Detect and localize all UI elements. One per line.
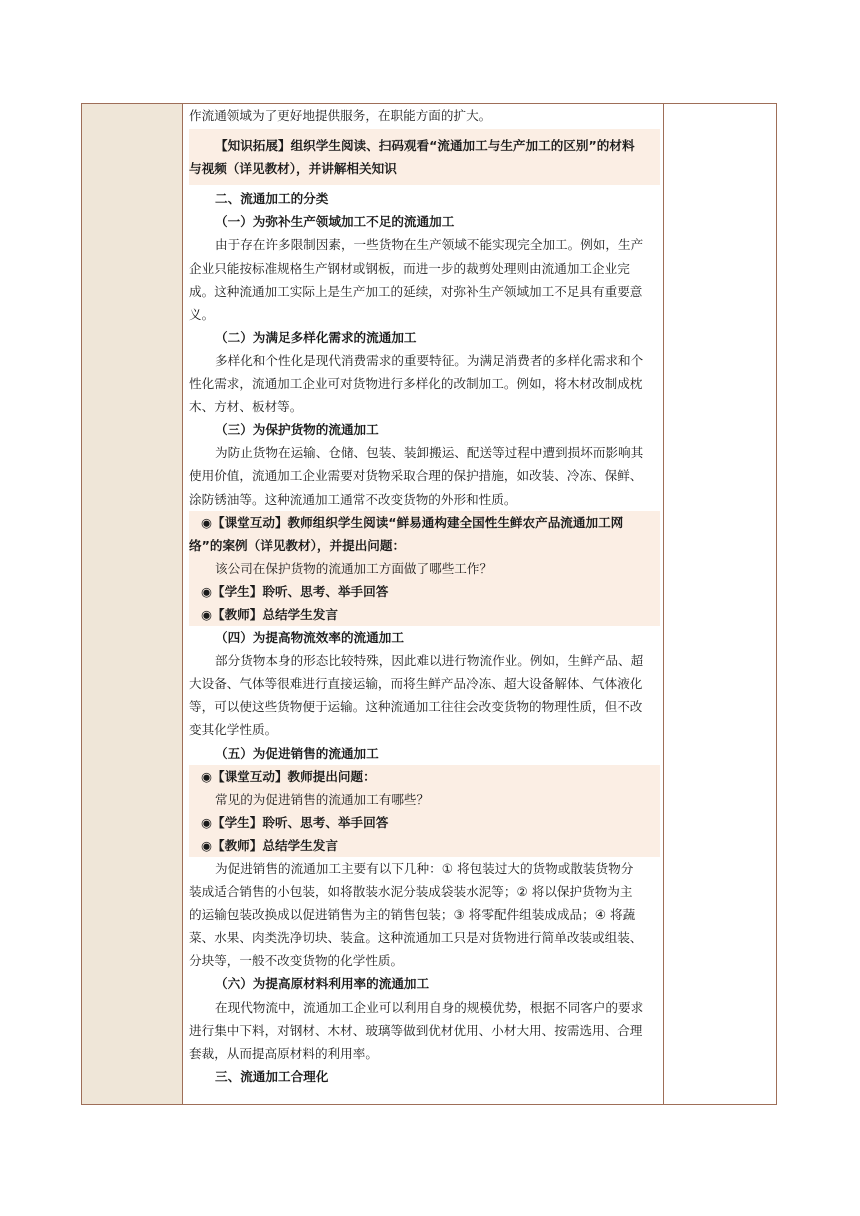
text-line: 【知识拓展】组织学生阅读、扫码观看“流通加工与生产加工的区别”的材料 — [215, 138, 635, 154]
text-line: ◉【学生】聆听、思考、举手回答 — [201, 814, 389, 830]
text-line: 大设备、气体等很难进行直接运输，而将生鲜产品冷冻、超大设备解体、气体液化 — [189, 676, 643, 692]
subsection-heading: （三）为保护货物的流通加工 — [215, 422, 379, 438]
text-line: ◉【课堂互动】教师组织学生阅读“鲜易通构建全国性生鲜农产品流通加工网 — [201, 514, 624, 530]
left-column — [82, 104, 183, 1104]
classroom-interaction-block — [189, 511, 660, 626]
subsection-heading: （五）为促进销售的流通加工 — [215, 745, 379, 761]
subsection-heading: （四）为提高物流效率的流通加工 — [215, 630, 404, 646]
text-line: ◉【学生】聆听、思考、举手回答 — [201, 583, 389, 599]
section-heading: 三、流通加工合理化 — [215, 1068, 329, 1084]
text-line: 常见的为促进销售的流通加工有哪些？ — [215, 791, 430, 807]
text-line: 装成适合销售的小包装，如将散装水泥分装成袋装水泥等；② 将以保护货物为主 — [189, 884, 633, 900]
text-line: 成。这种流通加工实际上是生产加工的延续，对弥补生产领域加工不足具有重要意 — [189, 283, 643, 299]
right-column — [663, 104, 776, 1104]
text-line: 多样化和个性化是现代消费需求的重要特征。为满足消费者的多样化需求和个 — [215, 352, 644, 368]
classroom-interaction-block — [189, 765, 660, 857]
subsection-heading: （二）为满足多样化需求的流通加工 — [215, 329, 417, 345]
text-line: 涂防锈油等。这种流通加工通常不改变货物的外形和性质。 — [189, 491, 517, 507]
text-line: 菜、水果、肉类洗净切块、装盒。这种流通加工只是对货物进行简单改装或组装、 — [189, 930, 643, 946]
text-line: 与视频（详见教材），并讲解相关知识 — [189, 161, 397, 177]
text-line: 性化需求，流通加工企业可对货物进行多样化的改制加工。例如，将木材改制成枕 — [189, 376, 643, 392]
text-line: 使用价值，流通加工企业需要对货物采取合理的保护措施，如改装、冷冻、保鲜、 — [189, 468, 643, 484]
text-line: ◉【课堂互动】教师提出问题： — [201, 768, 376, 784]
text-line: 木、方材、板材等。 — [189, 399, 303, 415]
text-line: 作流通领域为了更好地提供服务，在职能方面的扩大。 — [189, 108, 492, 123]
text-line: 为促进销售的流通加工主要有以下几种：① 将包装过大的货物或散装货物分 — [215, 861, 634, 876]
text-line: 等，可以使这些货物便于运输。这种流通加工往往会改变货物的物理性质，但不改 — [189, 699, 643, 715]
text-line: 套裁，从而提高原材料的利用率。 — [189, 1045, 378, 1061]
section-heading: 二、流通加工的分类 — [215, 191, 329, 207]
text-line: 为防止货物在运输、仓储、包装、装卸搬运、配送等过程中遭到损坏而影响其 — [215, 445, 644, 461]
text-line: 企业只能按标准规格生产钢材或钢板，而进一步的裁剪处理则由流通加工企业完 — [189, 260, 630, 276]
text-line: 由于存在许多限制因素，一些货物在生产领域不能实现完全加工。例如，生产 — [215, 237, 644, 253]
text-line: 分块等，一般不改变货物的化学性质。 — [189, 953, 404, 969]
text-line: 的运输包装改换成以促进销售为主的销售包装；③ 将零配件组装成成品；④ 将蔬 — [189, 907, 636, 923]
subsection-heading: （一）为弥补生产领域加工不足的流通加工 — [215, 214, 455, 230]
text-line: 进行集中下料，对钢材、木材、玻璃等做到优材优用、小材大用、按需选用、合理 — [189, 1022, 643, 1038]
content-column — [183, 104, 664, 1104]
text-line: 在现代物流中，流通加工企业可以利用自身的规模优势，根据不同客户的要求 — [215, 999, 644, 1015]
text-line: ◉【教师】总结学生发言 — [201, 837, 338, 853]
text-line: 义。 — [189, 306, 215, 322]
subsection-heading: （六）为提高原材料利用率的流通加工 — [215, 976, 430, 992]
lesson-table — [81, 103, 777, 1105]
text-line: 络”的案例（详见教材），并提出问题： — [189, 537, 406, 553]
text-line: 变其化学性质。 — [189, 722, 278, 738]
text-line: 该公司在保护货物的流通加工方面做了哪些工作？ — [215, 560, 493, 576]
text-line: ◉【教师】总结学生发言 — [201, 606, 338, 622]
text-line: 部分货物本身的形态比较特殊，因此难以进行物流作业。例如，生鲜产品、超 — [215, 653, 644, 669]
knowledge-extension-block — [189, 129, 660, 185]
